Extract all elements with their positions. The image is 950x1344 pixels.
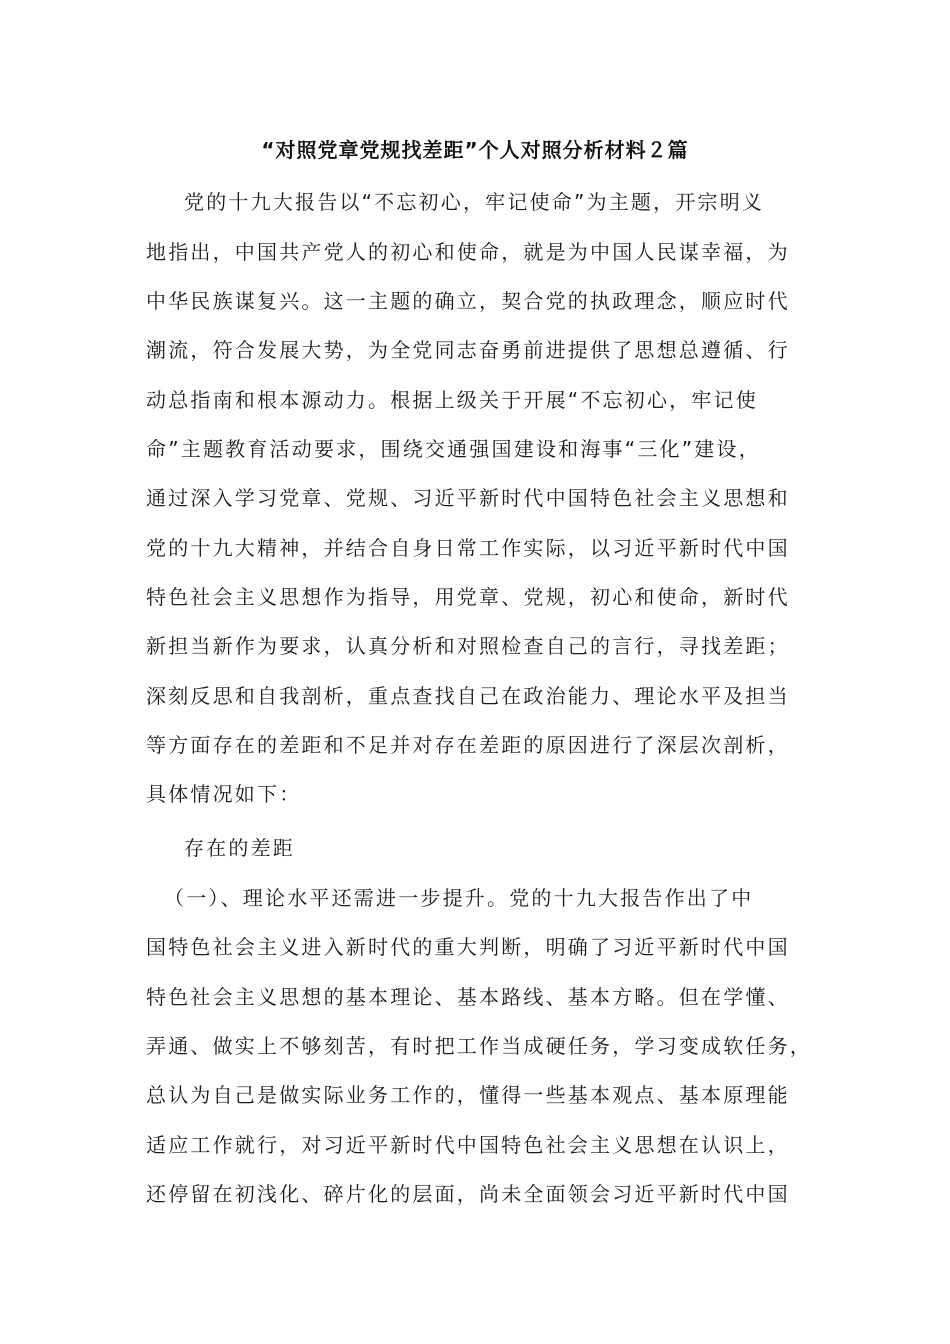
paragraph-line: （一）、理论水平还需进一步提升。党的十九大报告作出了中 xyxy=(164,886,754,910)
paragraph-line: 党的十九大报告以“不忘初心，牢记使命”为主题，开宗明义 xyxy=(184,190,765,214)
document-title: “对照党章党规找差距”个人对照分析材料２篇 xyxy=(261,138,689,162)
paragraph-line: 国特色社会主义进入新时代的重大判断，明确了习近平新时代中国 xyxy=(146,935,790,959)
paragraph-line: 特色社会主义思想的基本理论、基本路线、基本方略。但在学懂、 xyxy=(146,985,790,1009)
paragraph-line: 党的十九大精神，并结合自身日常工作实际，以习近平新时代中国 xyxy=(146,536,790,560)
paragraph-line: 适应工作就行，对习近平新时代中国特色社会主义思想在认识上， xyxy=(146,1133,790,1157)
paragraph-line: 特色社会主义思想作为指导，用党章、党规，初心和使命，新时代 xyxy=(146,585,790,609)
paragraph-line: 动总指南和根本源动力。根据上级关于开展“不忘初心，牢记使 xyxy=(146,388,758,412)
paragraph-line: 总认为自己是做实际业务工作的，懂得一些基本观点、基本原理能 xyxy=(146,1083,790,1107)
paragraph-line: 具体情况如下： xyxy=(146,782,302,806)
paragraph-line: 通过深入学习党章、党规、习近平新时代中国特色社会主义思想和 xyxy=(146,486,790,510)
section-heading: 存在的差距 xyxy=(184,836,295,860)
paragraph-line: 地指出，中国共产党人的初心和使命，就是为中国人民谋幸福，为 xyxy=(146,240,790,264)
paragraph-line: 新担当新作为要求，认真分析和对照检查自己的言行，寻找差距； xyxy=(146,634,790,658)
paragraph-line: 弄通、做实上不够刻苦，有时把工作当成硬任务，学习变成软任务， xyxy=(146,1034,812,1058)
paragraph-line: 潮流，符合发展大势，为全党同志奋勇前进提供了思想总遵循、行 xyxy=(146,338,790,362)
paragraph-line: 深刻反思和自我剖析，重点查找自己在政治能力、理论水平及担当 xyxy=(146,684,790,708)
paragraph-line: 中华民族谋复兴。这一主题的确立，契合党的执政理念，顺应时代 xyxy=(146,289,790,313)
paragraph-line: 还停留在初浅化、碎片化的层面，尚未全面领会习近平新时代中国 xyxy=(146,1182,790,1206)
paragraph-line: 命”主题教育活动要求，围绕交通强国建设和海事“三化”建设， xyxy=(146,437,761,461)
paragraph-line: 等方面存在的差距和不足并对存在差距的原因进行了深层次剖析， xyxy=(146,733,790,757)
